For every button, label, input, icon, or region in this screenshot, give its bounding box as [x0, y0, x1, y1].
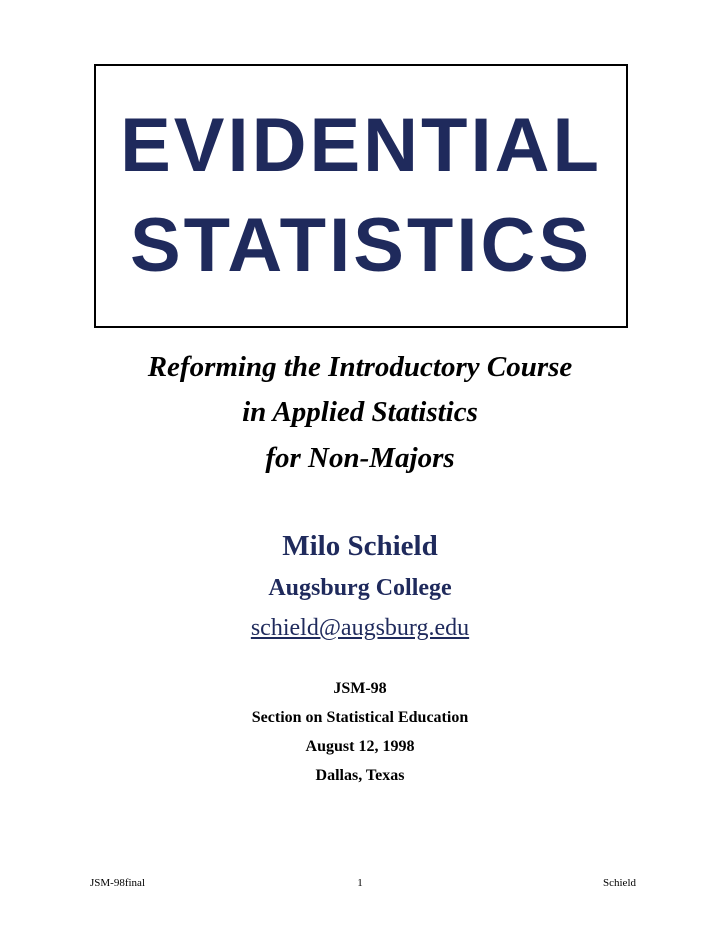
title-line-2: STATISTICS — [129, 203, 593, 288]
author-name: Milo Schield — [282, 530, 438, 562]
author-email-link[interactable]: schield@augsburg.edu — [250, 615, 470, 641]
event-name: JSM-98 — [333, 680, 387, 697]
subtitle-line-3: for Non-Majors — [265, 442, 455, 474]
title-line-1: EVIDENTIAL — [120, 103, 602, 188]
event-location: Dallas, Texas — [315, 767, 405, 784]
subtitle-line-2: in Applied Statistics — [242, 396, 478, 428]
email-wrapper — [0, 614, 720, 642]
footer-page-number: 1 — [357, 877, 363, 889]
event-section: Section on Statistical Education — [251, 709, 469, 726]
author-affiliation: Augsburg College — [268, 575, 452, 601]
subtitle-line-1: Reforming the Introductory Course — [147, 351, 573, 383]
event-date: August 12, 1998 — [305, 738, 415, 755]
footer-author: Schield — [603, 877, 636, 889]
title-box — [94, 64, 628, 328]
footer-filename: JSM-98final — [90, 877, 145, 889]
